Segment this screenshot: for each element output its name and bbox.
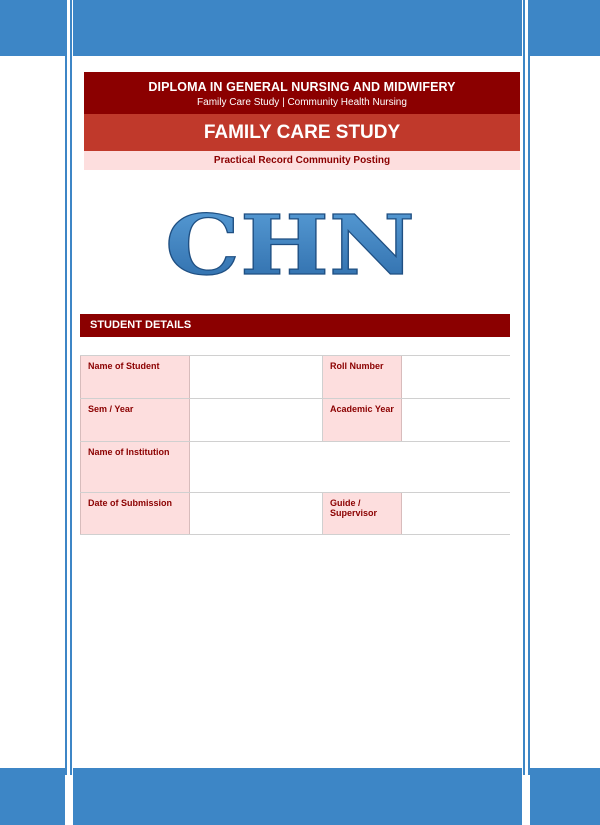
academic-year-label: Academic Year xyxy=(323,399,402,441)
date-of-submission-field[interactable] xyxy=(190,493,323,534)
document-tagline: Practical Record Community Posting xyxy=(84,151,520,170)
chn-logo xyxy=(140,206,440,286)
program-subtitle: Family Care Study | Community Health Nursing xyxy=(197,97,407,108)
chn-logo-text: CHN xyxy=(165,206,415,286)
name-of-institution-label: Name of Institution xyxy=(80,442,190,492)
document-title: FAMILY CARE STUDY xyxy=(84,114,520,151)
roll-number-field[interactable] xyxy=(402,356,510,398)
student-details-form xyxy=(80,355,510,535)
bottom-border-center xyxy=(73,768,522,825)
name-of-student-field[interactable] xyxy=(190,356,323,398)
top-border-left xyxy=(0,0,65,56)
academic-year-field[interactable] xyxy=(402,399,510,441)
sem-year-field[interactable] xyxy=(190,399,323,441)
bottom-border-left xyxy=(0,768,65,825)
top-border-right xyxy=(530,0,600,56)
sem-year-label: Sem / Year xyxy=(80,399,190,441)
name-of-institution-field[interactable] xyxy=(190,442,510,492)
roll-number-label: Roll Number xyxy=(323,356,402,398)
program-title: DIPLOMA IN GENERAL NURSING AND MIDWIFERY xyxy=(148,80,456,94)
program-banner xyxy=(84,72,520,114)
right-vertical-rule xyxy=(523,0,530,775)
name-of-student-label: Name of Student xyxy=(80,356,190,398)
guide-supervisor-field[interactable] xyxy=(402,493,510,534)
form-row xyxy=(80,492,510,535)
form-row xyxy=(80,355,510,398)
guide-supervisor-label: Guide / Supervisor xyxy=(323,493,402,534)
date-of-submission-label: Date of Submission xyxy=(80,493,190,534)
left-vertical-rule xyxy=(65,0,72,775)
top-border-center xyxy=(73,0,522,56)
form-row xyxy=(80,398,510,441)
bottom-border-right xyxy=(530,768,600,825)
student-details-header: STUDENT DETAILS xyxy=(80,314,510,337)
form-row xyxy=(80,441,510,492)
cover-header xyxy=(84,72,520,170)
